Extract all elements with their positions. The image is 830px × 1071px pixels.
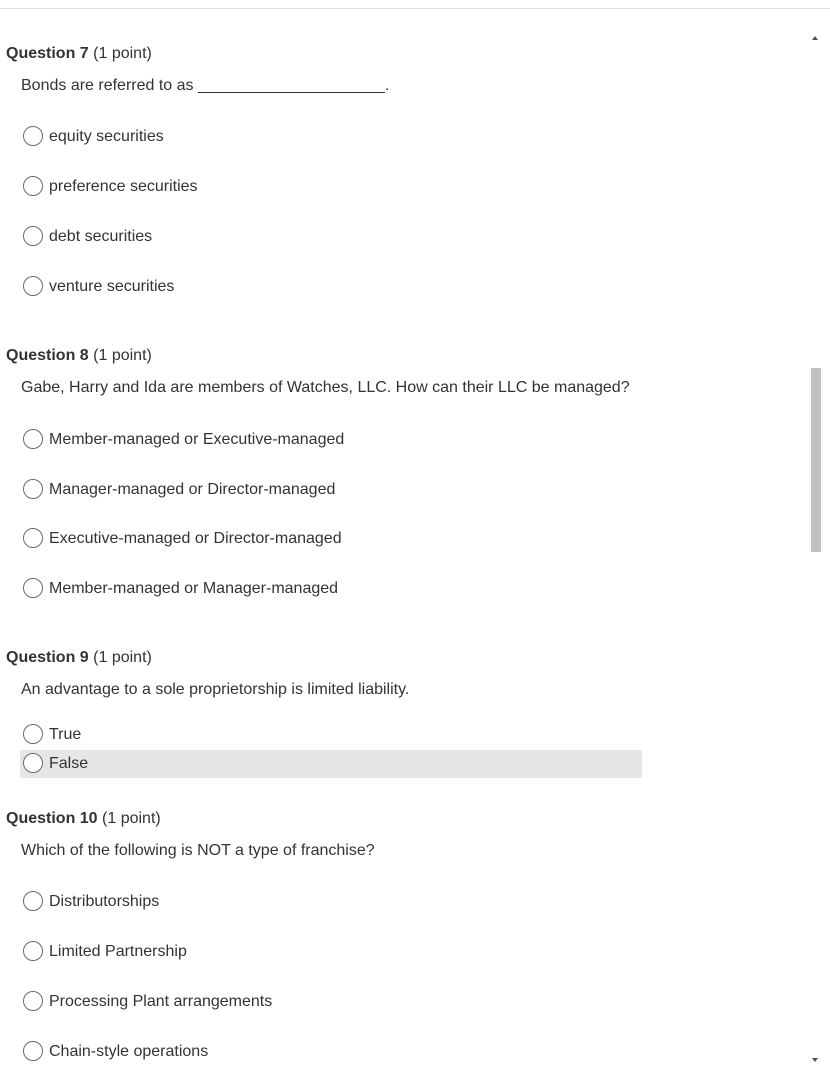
question-points: (1 point): [93, 649, 152, 666]
question-points: (1 point): [93, 45, 152, 62]
answer-label[interactable]: Executive-managed or Director-managed: [49, 530, 342, 547]
answer-option[interactable]: [20, 575, 642, 603]
scroll-up-icon[interactable]: [812, 36, 818, 40]
question-number: Question 8: [6, 347, 89, 364]
radio-button[interactable]: [23, 891, 43, 911]
question-number: Question 9: [6, 649, 89, 666]
question-text: Bonds are referred to as _____________________.: [21, 77, 390, 94]
radio-button[interactable]: [23, 176, 43, 196]
answer-label[interactable]: Distributorships: [49, 893, 160, 910]
answer-option[interactable]: [20, 476, 642, 504]
radio-button[interactable]: [23, 126, 43, 146]
answer-label[interactable]: equity securities: [49, 128, 164, 145]
radio-button[interactable]: [23, 941, 43, 961]
question-points: (1 point): [102, 810, 161, 827]
question-text: Which of the following is NOT a type of franchise?: [21, 842, 375, 859]
answer-option[interactable]: [20, 1038, 642, 1066]
radio-button[interactable]: [23, 479, 43, 499]
answer-label[interactable]: Chain-style operations: [49, 1043, 209, 1060]
vertical-scrollbar[interactable]: [808, 30, 824, 1071]
question-heading: [6, 809, 161, 829]
radio-button[interactable]: [23, 991, 43, 1011]
answer-option[interactable]: [20, 173, 642, 201]
question-heading: [6, 648, 152, 668]
answer-label[interactable]: True: [49, 726, 82, 743]
answer-label[interactable]: Limited Partnership: [49, 943, 187, 960]
answer-option[interactable]: [20, 273, 642, 301]
question-heading: [6, 346, 152, 366]
radio-button[interactable]: [23, 429, 43, 449]
radio-button[interactable]: [23, 276, 43, 296]
answer-label[interactable]: False: [49, 755, 89, 772]
answer-option[interactable]: [20, 888, 642, 916]
answer-option[interactable]: [20, 938, 642, 966]
answer-label[interactable]: venture securities: [49, 278, 175, 295]
answer-option[interactable]: [20, 223, 642, 251]
question-number: Question 7: [6, 45, 89, 62]
radio-button[interactable]: [23, 753, 43, 773]
question-text: An advantage to a sole proprietorship is limited liability.: [21, 681, 410, 698]
scrollbar-thumb[interactable]: [811, 368, 821, 552]
question-points: (1 point): [93, 347, 152, 364]
question-text: Gabe, Harry and Ida are members of Watches, LLC. How can their LLC be managed?: [21, 379, 630, 396]
answer-label[interactable]: Member-managed or Executive-managed: [49, 431, 345, 448]
answer-label[interactable]: debt securities: [49, 228, 153, 245]
radio-button[interactable]: [23, 578, 43, 598]
radio-button[interactable]: [23, 724, 43, 744]
answer-option[interactable]: [20, 426, 642, 454]
answer-label[interactable]: preference securities: [49, 178, 198, 195]
radio-button[interactable]: [23, 1041, 43, 1061]
answer-label[interactable]: Member-managed or Manager-managed: [49, 580, 339, 597]
answer-option[interactable]: [20, 721, 642, 749]
answer-option[interactable]: [20, 750, 642, 778]
answer-label[interactable]: Processing Plant arrangements: [49, 993, 273, 1010]
question-heading: [6, 44, 152, 64]
scroll-down-icon[interactable]: [812, 1058, 818, 1062]
answer-label[interactable]: Manager-managed or Director-managed: [49, 481, 336, 498]
radio-button[interactable]: [23, 226, 43, 246]
answer-option[interactable]: [20, 525, 642, 553]
radio-button[interactable]: [23, 528, 43, 548]
answer-option[interactable]: [20, 988, 642, 1016]
answer-option[interactable]: [20, 123, 642, 151]
question-number: Question 10: [6, 810, 98, 827]
